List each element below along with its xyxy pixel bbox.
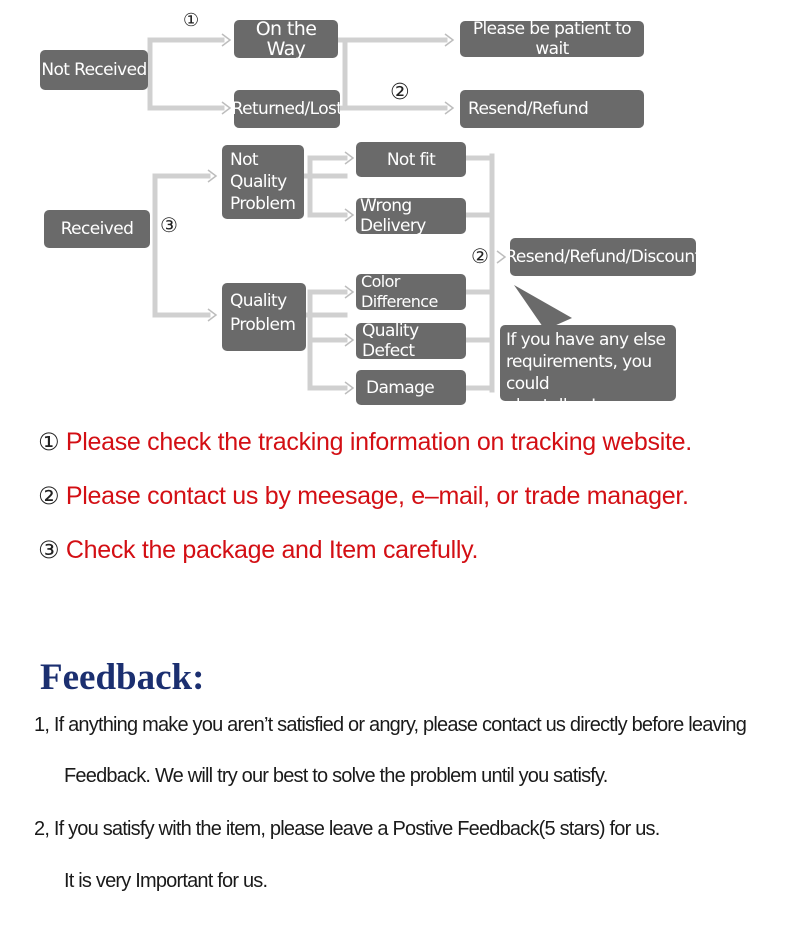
note-2 <box>38 482 689 511</box>
marker-2-bottom: ② <box>471 244 489 268</box>
box-on-the-way: On the Way <box>234 20 338 58</box>
feedback-line-3: 2, If you satisfy with the item, please leave a Postive Feedback(5 stars) for us. <box>34 818 660 840</box>
feedback-line-4: It is very Important for us. <box>64 870 268 892</box>
note-1-text: Please check the tracking information on tracking website. <box>65 428 692 456</box>
note-1-marker: ① <box>38 428 60 456</box>
box-else-requirements: If you have any else requirements, you could also tell us! <box>500 325 676 401</box>
box-resend-refund: Resend/Refund <box>460 90 644 128</box>
box-please-wait: Please be patient to wait <box>460 21 644 57</box>
marker-3: ③ <box>160 213 178 237</box>
box-not-fit: Not fit <box>356 142 466 177</box>
after-sales-flowchart <box>0 0 800 420</box>
box-received: Received <box>44 210 150 248</box>
box-not-quality-problem: Not Quality Problem <box>222 145 304 219</box>
marker-2-top: ② <box>390 80 410 105</box>
note-3-text: Check the package and Item carefully. <box>65 536 479 564</box>
feedback-line-2: Feedback. We will try our best to solve the problem until you satisfy. <box>64 765 608 787</box>
box-quality-problem: Quality Problem <box>222 283 306 351</box>
note-3 <box>38 536 478 565</box>
box-not-received: Not Received <box>40 50 148 90</box>
note-2-marker: ② <box>38 482 60 510</box>
note-1 <box>38 428 692 457</box>
marker-1: ① <box>183 10 200 31</box>
box-wrong-delivery: Wrong Delivery <box>356 198 466 234</box>
box-resend-refund-discount: Resend/Refund/Discount <box>510 238 696 276</box>
note-3-marker: ③ <box>38 536 60 564</box>
feedback-title: Feedback: <box>40 657 205 698</box>
box-damage: Damage <box>356 370 466 405</box>
note-2-text: Please contact us by meesage, e–mail, or trade manager. <box>65 482 689 510</box>
box-color-difference: Color Difference <box>356 274 466 310</box>
feedback-line-1: 1, If anything make you aren’t satisfied or angry, please contact us directly before leaving <box>34 714 747 736</box>
box-returned-lost: Returned/Lost <box>234 90 340 128</box>
box-quality-defect: Quality Defect <box>356 323 466 359</box>
